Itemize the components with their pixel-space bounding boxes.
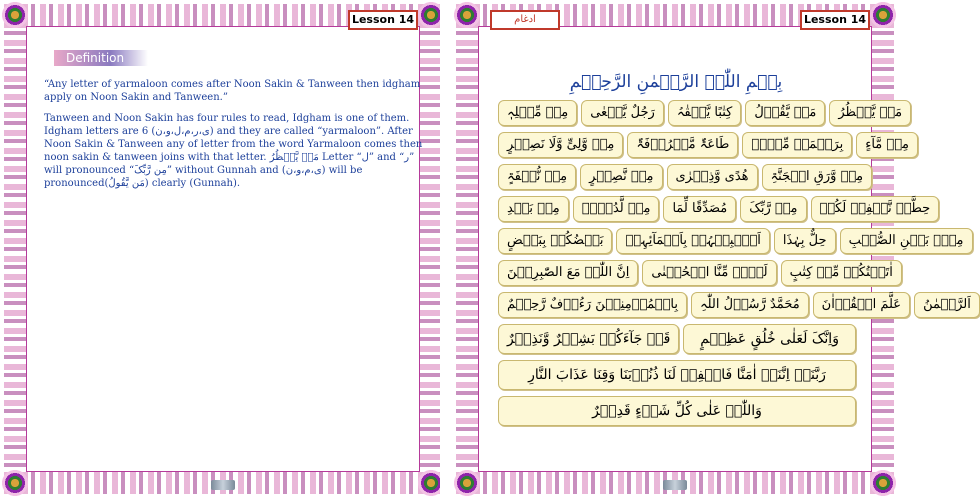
definition-heading [54,50,148,66]
word-box: مِنۡ رَّبِّکَ [740,196,806,222]
definition-paragraph: “Any letter of yarmaloon comes after Noon Sakin & Tanween then idgham apply on Noon Sakin and Tanween.” [44,79,421,103]
quran-stand-icon [663,480,687,490]
word-row [496,396,858,426]
word-box: حِلٌّ بِہٰذَا [774,228,836,254]
corner-ornament-icon [454,2,480,28]
word-row [496,324,858,354]
corner-ornament-icon [2,470,28,496]
word-box: لَہُمۡ مِّنَّا الۡحُسۡنٰی [642,260,776,286]
decorative-border [456,4,478,494]
word-row [496,196,931,222]
word-box: مِنۡ نَّصِیۡرٍ [580,164,662,190]
word-box: اٰتَیۡتُکُمۡ مِّنۡ کِتٰبٍ [781,260,902,286]
word-box: مُحَمَّدٌ رَّسُوۡلُ اللّٰہِ [691,292,809,318]
word-box: عَلَّمَ الۡقُرۡاٰنَ [813,292,910,318]
definition-paragraph: Tanween and Noon Sakin has four rules to read, Idgham is one of them. Idgham letters are 6 (ی،ر،م،ل،و،ن) and they are called “yarmaloon”. After Noon Sakin & Tanween any of letter from the word Yarmaloon comes then noon sakin & tanween joins with that letter. مَنۡ یَّنۡظُرُ Letter “ل” and “ر” will pronounced “مِن رَّبِّکَ” without Gunnah and (ی،م،و،ن) will be pronounced(مَن یَّقُولُ) clearly (Gunnah). [44,113,423,189]
word-box: رَبَّنَاۤ اِنَّنَاۤ اٰمَنَّا فَاغۡفِرۡ لَنَا ذُنُوۡبَنَا وَقِنَا عَذَابَ النَّارِ [498,360,856,390]
word-box: مَنۡ یَّنۡظُرُ [829,100,911,126]
word-box: مِنۡ وَّرَقِ الۡجَنَّۃِ [762,164,873,190]
right-page [456,4,971,494]
word-box: مِنۡ بَعۡدِ [498,196,569,222]
word-box: مِنۡ مَّآءٍ [856,132,918,158]
word-row [496,100,903,126]
word-row [496,132,909,158]
bismillah: بِسۡمِ اللّٰہِ الرَّحۡمٰنِ الرَّحِیۡمِ [569,72,783,92]
word-box: مِنۡ لَّدُنۡہُ [573,196,660,222]
lesson-label: Lesson 14 [348,10,418,30]
corner-ornament-icon [870,2,896,28]
word-box: اِنَّ اللّٰہَ مَعَ الصّٰبِرِیۡنَ [498,260,638,286]
left-page [4,4,442,494]
word-box: وَاللّٰہُ عَلٰی کُلِّ شَیۡءٍ قَدِیۡرٌ [498,396,856,426]
word-box: بَعۡضُکُمۡ بِبَعۡضٍ [498,228,612,254]
corner-ornament-icon [454,470,480,496]
word-box: مِنۡ وَّلِیٍّ وَّلَا نَصِیۡرٍ [498,132,623,158]
word-box: اَنۡۢبِئۡہُمۡ بِاَسۡمَآئِہِمۡ [616,228,769,254]
word-box: مِنۡ نُّطۡفَۃٍ [498,164,576,190]
lesson-label: Lesson 14 [800,10,870,30]
word-box: کِتٰبًا یَّلۡقٰہُ [668,100,742,126]
word-box: ھُدًی وَّذِکۡرٰی [667,164,758,190]
word-box: قَدۡ جَآءَکُمۡ بَشِیۡرٌ وَّنَذِیۡرٌ [498,324,679,354]
definition-heading-text: Definition [66,51,125,65]
word-row [496,228,964,254]
definition-text [44,78,424,198]
word-box: مِنۡۢ بَیۡنِ الصُّلۡبِ [840,228,973,254]
word-box: اَلرَّحۡمٰنُ [914,292,980,318]
word-row [496,260,893,286]
word-box: مِنۡ مِّثۡلِہٖ [498,100,577,126]
word-box: بِالۡمُؤۡمِنِیۡنَ رَءُوۡفٌ رَّحِیۡمٌ [498,292,687,318]
word-row [496,360,858,390]
urdu-title: ادغام [490,10,560,30]
word-box: حِطَّۃٌ نَّغۡفِرۡ لَکُمۡ [811,196,940,222]
word-box: طَاعَۃٌ مَّعۡرُوۡفَۃٌ [627,132,738,158]
word-grid [496,100,971,432]
word-box: بِرَحۡمَۃٍ مِّنۡہُ [742,132,852,158]
word-box: مُصَدِّقًا لِّمَا [663,196,736,222]
word-box: رَجُلٌ یَّسۡعٰی [581,100,664,126]
decorative-border [4,4,26,494]
quran-stand-icon [211,480,235,490]
corner-ornament-icon [870,470,896,496]
word-box: مَنۡ یَّقُوۡلُ [745,100,825,126]
word-box: وَاِنَّکَ لَعَلٰی خُلُقٍ عَظِیۡمٍ [683,324,856,354]
corner-ornament-icon [2,2,28,28]
word-row [496,164,864,190]
word-row [496,292,971,318]
page-gutter [440,0,454,500]
